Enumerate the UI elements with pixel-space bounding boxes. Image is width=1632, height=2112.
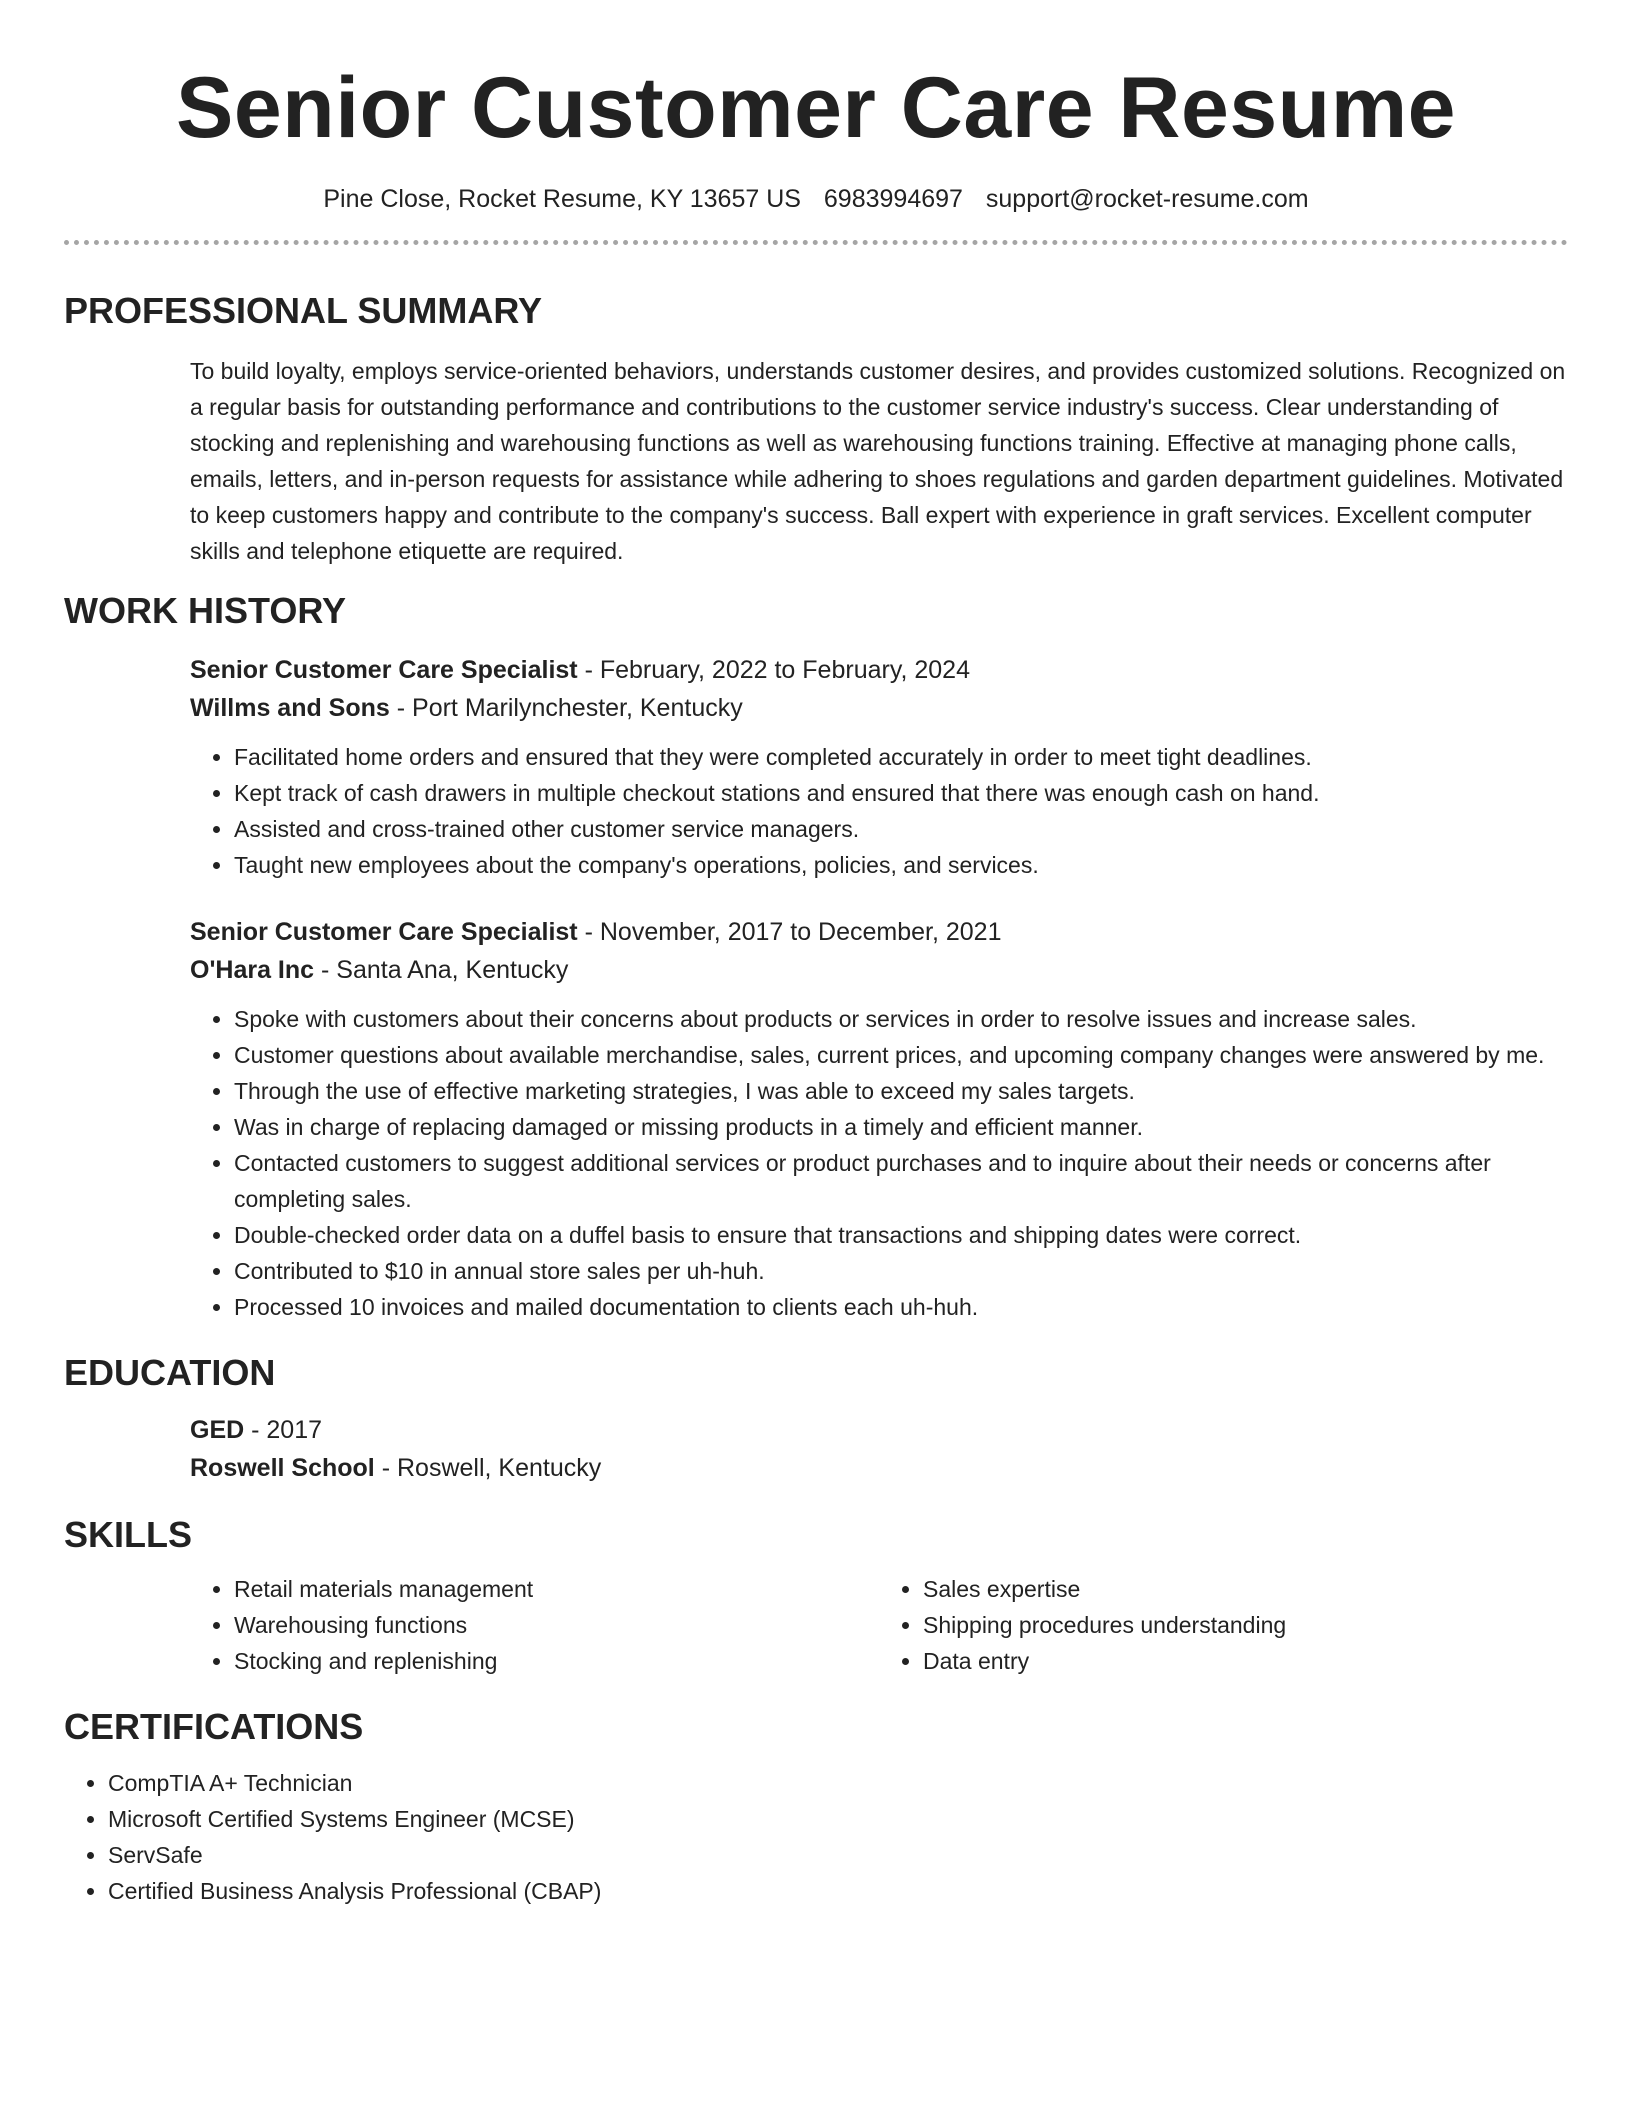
job-company: O'Hara Inc (190, 956, 315, 984)
list-item: • Double-checked order data on a duffel basis to ensure that transactions and shipping dates were correct. (234, 1217, 1568, 1253)
list-item: • Microsoft Certified Systems Engineer (MCSE) (108, 1801, 1568, 1837)
list-item: • Data entry (923, 1643, 1568, 1679)
certifications-list (64, 1765, 1568, 1909)
job-location: - Santa Ana, Kentucky (314, 956, 569, 984)
education-degree: GED (190, 1416, 245, 1444)
skills-column-left (190, 1571, 879, 1679)
education-location: - Roswell, Kentucky (374, 1454, 602, 1482)
section-title-education: EDUCATION (64, 1352, 276, 1393)
resume-title: Senior Customer Care Resume (175, 60, 1457, 156)
job-bullets (190, 1001, 1568, 1325)
list-item: • Facilitated home orders and ensured that they were completed accurately in order to meet tight deadlines. (234, 739, 1568, 775)
job-entry (190, 913, 1568, 1325)
education-degree-line (190, 1411, 1568, 1449)
section-title-skills: SKILLS (64, 1514, 193, 1555)
contact-email: support@rocket-resume.com (985, 185, 1309, 213)
section-title-summary: PROFESSIONAL SUMMARY (64, 290, 543, 331)
summary-text: To build loyalty, employs service-oriented behaviors, understands customer desires, and provides customized solutions. Recognized on a regular basis for outstanding performance and contributions to the customer service industry's success. Clear understanding of stocking and replenishing and warehousing functions as well as warehousing functions training. Effective at managing phone calls, emails, letters, and in-person requests for assistance while adhering to shoes regulations and garden department guidelines. Motivated to keep customers happy and contribute to the company's success. Ball expert with experience in graft services. Excellent computer skills and telephone etiquette are required. (190, 358, 1566, 564)
list-item: • Retail materials management (234, 1571, 879, 1607)
list-item: • Stocking and replenishing (234, 1643, 879, 1679)
list-item: • Shipping procedures understanding (923, 1607, 1568, 1643)
header-divider (64, 240, 1568, 245)
list-item: • Spoke with customers about their concerns about products or services in order to resolve issues and increase sales. (234, 1001, 1568, 1037)
education-school-line (190, 1449, 1568, 1487)
contact-address: Pine Close, Rocket Resume, KY 13657 US (323, 185, 801, 213)
education-entry (190, 1411, 1568, 1487)
list-item: • CompTIA A+ Technician (108, 1765, 1568, 1801)
job-company-line (190, 689, 1568, 727)
contact-phone: 6983994697 (823, 185, 963, 213)
job-role: Senior Customer Care Specialist (190, 656, 578, 684)
list-item: • Certified Business Analysis Professional (CBAP) (108, 1873, 1568, 1909)
job-company: Willms and Sons (190, 694, 390, 722)
education-year: - 2017 (244, 1416, 323, 1444)
list-item: • Through the use of effective marketing strategies, I was able to exceed my sales targets. (234, 1073, 1568, 1109)
job-company-line (190, 951, 1568, 989)
list-item: • Was in charge of replacing damaged or missing products in a timely and efficient manner. (234, 1109, 1568, 1145)
list-item: • Assisted and cross-trained other customer service managers. (234, 811, 1568, 847)
job-bullets (190, 739, 1568, 883)
resume-page (64, 0, 1568, 1909)
job-dates: - February, 2022 to February, 2024 (577, 656, 970, 684)
skills-column-right (879, 1571, 1568, 1679)
skills-grid (190, 1571, 1568, 1679)
education-school: Roswell School (190, 1454, 375, 1482)
section-title-work-history: WORK HISTORY (64, 590, 347, 631)
list-item: • Contributed to $10 in annual store sales per uh-huh. (234, 1253, 1568, 1289)
list-item: • Kept track of cash drawers in multiple checkout stations and ensured that there was enough cash on hand. (234, 775, 1568, 811)
job-role: Senior Customer Care Specialist (190, 918, 578, 946)
list-item: • Sales expertise (923, 1571, 1568, 1607)
job-title-line (190, 913, 1568, 951)
job-title-line (190, 651, 1568, 689)
list-item: • Warehousing functions (234, 1607, 879, 1643)
job-dates: - November, 2017 to December, 2021 (577, 918, 1002, 946)
list-item: • ServSafe (108, 1837, 1568, 1873)
list-item: • Contacted customers to suggest additional services or product purchases and to inquire about their needs or concerns after completing sales. (234, 1145, 1568, 1217)
job-location: - Port Marilynchester, Kentucky (389, 694, 743, 722)
list-item: • Customer questions about available merchandise, sales, current prices, and upcoming company changes were answered by me. (234, 1037, 1568, 1073)
contact-line (64, 182, 1568, 216)
section-title-certifications: CERTIFICATIONS (64, 1706, 364, 1747)
list-item: • Taught new employees about the company's operations, policies, and services. (234, 847, 1568, 883)
job-entry (190, 651, 1568, 883)
list-item: • Processed 10 invoices and mailed documentation to clients each uh-huh. (234, 1289, 1568, 1325)
